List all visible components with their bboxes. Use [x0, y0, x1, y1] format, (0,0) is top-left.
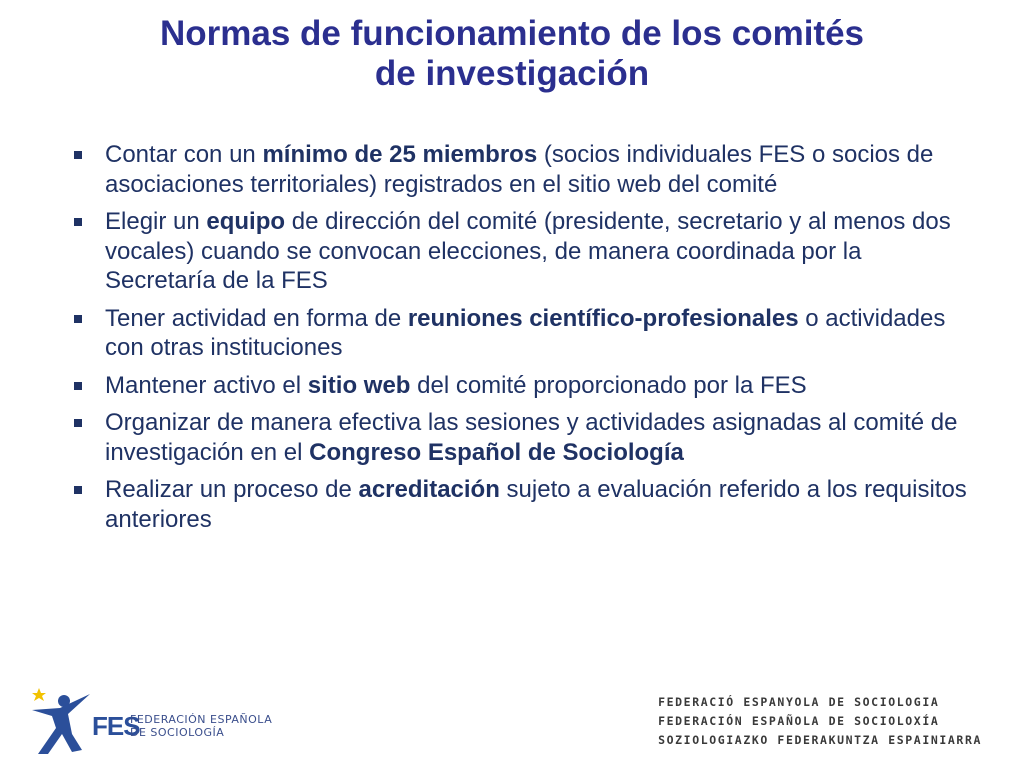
bullet-text: Mantener activo el	[105, 371, 308, 399]
square-bullet-icon	[74, 419, 82, 427]
bullet-text: Organizar de manera efectiva las sesiones y actividades asignadas al comité de investigación en el	[105, 409, 958, 466]
bullet-text: (socios individuales FES o socios de asociaciones territoriales) registrados en el sitio web del comité	[105, 141, 934, 198]
bullet-item-activity	[70, 304, 970, 363]
fes-name-line-1: FEDERACIÓN ESPAÑOLA	[130, 713, 273, 726]
square-bullet-icon	[74, 151, 82, 159]
fes-logo	[22, 684, 273, 756]
fes-wordmark: FES	[92, 711, 140, 741]
fes-name	[130, 713, 272, 739]
title-line-1: Normas de funcionamiento de los comités	[159, 14, 865, 53]
federation-name-catalan: FEDERACIÓ ESPANYOLA DE SOCIOLOGIA	[658, 695, 940, 709]
fes-name-line-2: DE SOCIOLOGÍA	[130, 726, 225, 739]
bullet-text: del comité proporcionado por la FES	[410, 371, 807, 399]
bullet-text: o actividades con otras instituciones	[105, 304, 946, 361]
bullet-item-accreditation	[70, 475, 970, 534]
square-bullet-icon	[74, 382, 82, 390]
bullet-text: Contar con un	[105, 141, 263, 168]
bullet-text: de dirección del comité (presidente, secretario y al menos dos vocales) cuando se convocan elecciones, de manera coordinada por la Secretaría de la FES	[105, 208, 951, 294]
bullet-item-congress	[70, 408, 970, 467]
bullet-bold-text: Congreso Español de Sociología	[309, 438, 684, 466]
bullet-item-min-members	[70, 140, 970, 199]
bullet-item-website	[70, 371, 970, 401]
title-line-2: de investigación	[374, 54, 650, 93]
square-bullet-icon	[74, 486, 82, 494]
square-bullet-icon	[74, 218, 82, 226]
bullet-bold-text: acreditación	[358, 476, 500, 503]
bullet-text: Realizar un proceso de	[105, 476, 359, 503]
bullet-bold-text: sitio web	[307, 371, 411, 399]
bullet-text: Elegir un	[105, 208, 207, 235]
bullet-text: Tener actividad en forma de	[105, 304, 408, 332]
bullet-text: sujeto a evaluación referido a los requisitos anteriores	[105, 476, 967, 533]
star-icon	[32, 688, 46, 701]
slide-title	[0, 14, 1024, 94]
bullet-list	[70, 140, 970, 542]
bullet-bold-text: mínimo de 25 miembros	[262, 141, 538, 168]
federation-name-galician: FEDERACIÓN ESPAÑOLA DE SOCIOLOXÍA	[658, 714, 940, 728]
bullet-bold-text: reuniones científico-profesionales	[407, 304, 799, 332]
fes-figure-icon	[22, 684, 94, 756]
federation-names	[658, 693, 982, 750]
square-bullet-icon	[74, 315, 82, 323]
bullet-bold-text: equipo	[206, 208, 286, 235]
bullet-item-team	[70, 207, 970, 296]
federation-name-basque: SOZIOLOGIAZKO FEDERAKUNTZA ESPAINIARRA	[658, 733, 982, 747]
